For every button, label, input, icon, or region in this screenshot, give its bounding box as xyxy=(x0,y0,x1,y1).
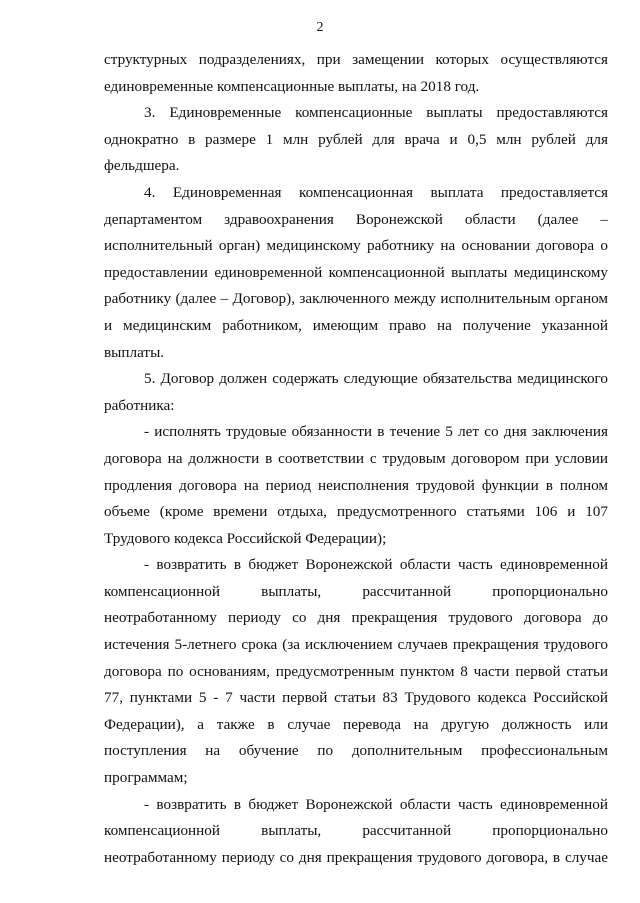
paragraph xyxy=(104,792,608,872)
text-line: программам; xyxy=(104,769,188,787)
paragraph xyxy=(104,552,608,791)
text-line: 77, пунктами 5 - 7 части первой статьи 83 Трудового кодекса Российской xyxy=(104,689,608,707)
text-line: департаментом здравоохранения Воронежской области (далее – xyxy=(104,210,608,228)
text-line: единовременные компенсационные выплаты, на 2018 год. xyxy=(104,77,480,95)
text-line: 3. Единовременные компенсационные выплаты предоставляются xyxy=(144,104,608,122)
text-line: 5. Договор должен содержать следующие обязательства медицинского xyxy=(144,370,608,388)
paragraph xyxy=(104,366,608,419)
text-line: Трудового кодекса Российской Федерации); xyxy=(104,529,387,547)
text-line: предоставлении единовременной компенсационной выплаты медицинскому xyxy=(104,263,608,281)
page-number: 2 xyxy=(316,20,324,35)
text-line: структурных подразделениях, при замещении которых осуществляются xyxy=(104,51,608,68)
text-line: 4. Единовременная компенсационная выплата предоставляется xyxy=(144,183,608,201)
text-line: работнику (далее – Договор), заключенного между исполнительным органом xyxy=(104,290,608,308)
text-line: объеме (кроме времени отдыха, предусмотренного статьями 106 и 107 xyxy=(104,503,608,521)
text-line: неотработанному периоду со дня прекращения трудового договора до xyxy=(104,609,608,627)
paragraph xyxy=(104,419,608,552)
text-line: выплаты. xyxy=(104,343,165,361)
text-line: работника: xyxy=(104,396,175,414)
text-line: - возвратить в бюджет Воронежской области часть единовременной xyxy=(144,556,608,574)
document-body xyxy=(104,47,608,871)
paragraph xyxy=(104,100,608,180)
text-line: продления договора на период неисполнения трудовой функции в полном xyxy=(104,476,608,494)
text-line: истечения 5-летнего срока (за исключением случаев прекращения трудового xyxy=(104,636,608,654)
paragraph xyxy=(104,47,608,100)
text-line: компенсационной выплаты, рассчитанной пропорционально xyxy=(104,822,608,840)
text-line: договора на должности в соответствии с трудовым договором при условии xyxy=(104,449,608,467)
paragraph xyxy=(104,180,608,366)
text-line: поступления на обучение по дополнительным профессиональным xyxy=(104,742,608,760)
text-line: компенсационной выплаты, рассчитанной пропорционально xyxy=(104,582,608,600)
text-line: и медицинским работником, имеющим право на получение указанной xyxy=(104,316,608,334)
text-line: фельдшера. xyxy=(104,157,180,175)
text-line: договора по основаниям, предусмотренным пунктом 8 части первой статьи xyxy=(104,662,608,680)
text-line: неотработанному периоду со дня прекращения трудового договора, в случае xyxy=(104,848,608,866)
text-line: однократно в размере 1 млн рублей для врача и 0,5 млн рублей для xyxy=(104,130,608,148)
text-line: Федерации), а также в случае перевода на другую должность или xyxy=(104,715,608,733)
text-line: - исполнять трудовые обязанности в течение 5 лет со дня заключения xyxy=(144,423,608,441)
text-line: - возвратить в бюджет Воронежской области часть единовременной xyxy=(144,795,608,813)
text-line: исполнительный орган) медицинскому работнику на основании договора о xyxy=(104,237,608,255)
